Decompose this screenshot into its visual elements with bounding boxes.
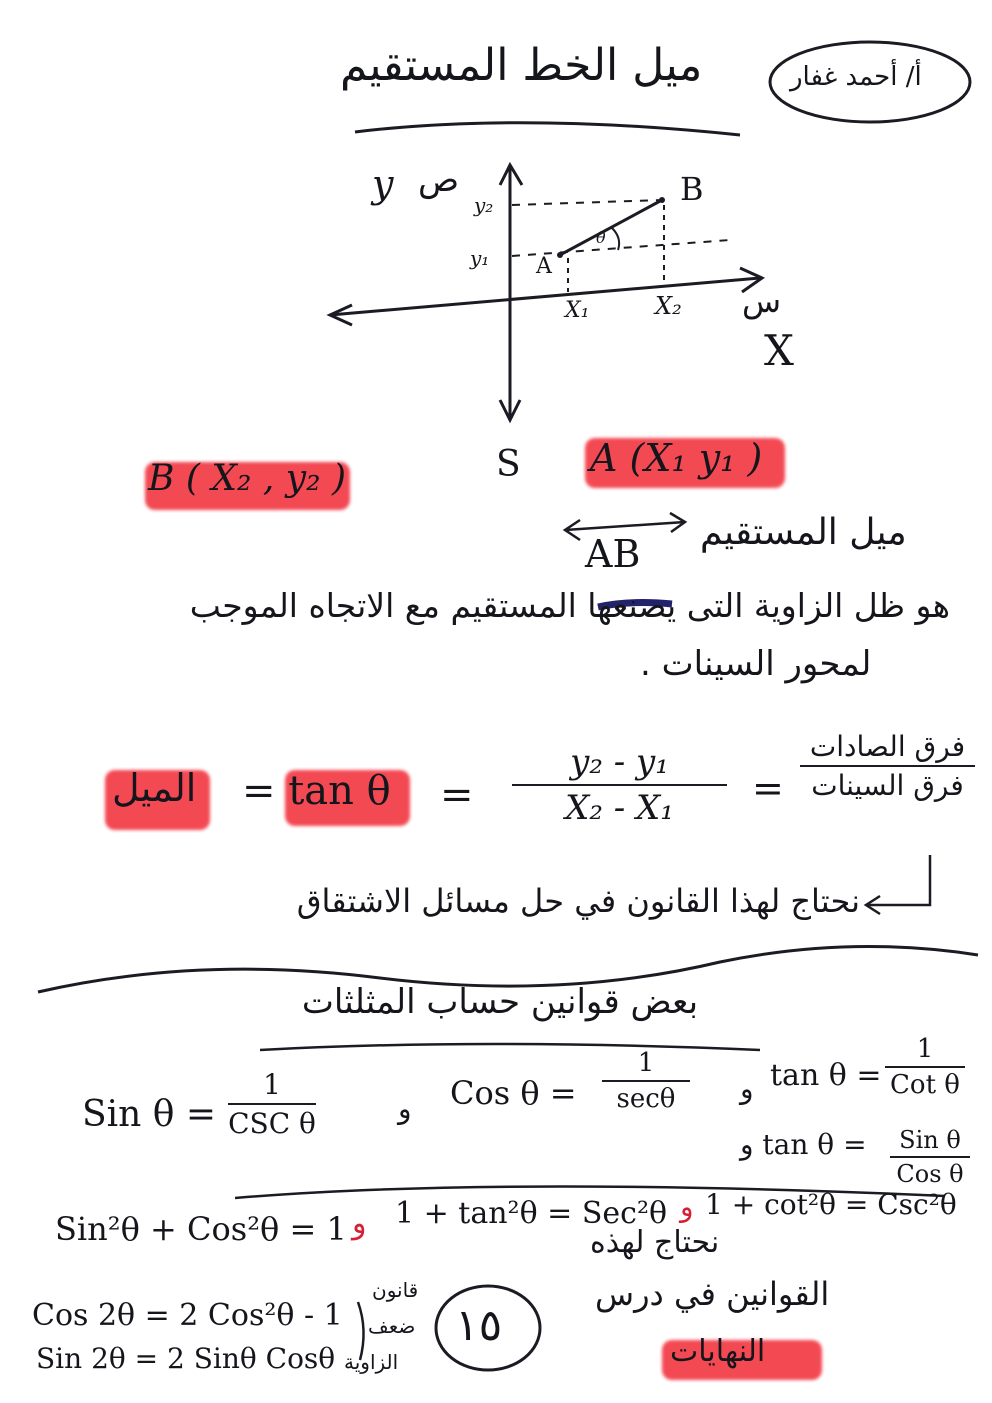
slope-label: الميل — [112, 766, 197, 810]
tan-quotient-num: Sin θ — [899, 1126, 961, 1154]
double-angle-label-1: قانون — [372, 1278, 419, 1302]
footer-line-3: النهايات — [670, 1334, 766, 1369]
x2-label: X₂ — [655, 292, 682, 320]
x-axis-label: X — [764, 326, 794, 375]
angle-arc — [612, 228, 619, 250]
y1-label: y₁ — [470, 246, 490, 270]
tan-identity-num: 1 — [916, 1034, 934, 1064]
y-axis-label: y — [372, 162, 394, 206]
ray-symbol-line — [565, 522, 685, 530]
neg-y-label: S — [496, 444, 521, 485]
sin-identity-bar — [228, 1103, 316, 1105]
sin-identity-num: 1 — [263, 1068, 281, 1101]
definition-line2: هو ظل الزاوية التى يصنعها المستقيم مع الاتجاه الموجب — [189, 586, 950, 625]
cos-double-angle: Cos 2θ = 2 Cos²θ - 1 — [32, 1298, 343, 1333]
slope-ar-bar — [800, 765, 975, 767]
y2-label: y₂ — [474, 193, 494, 217]
slope-ar-numerator: فرق الصادات — [809, 730, 966, 763]
x-axis-label-ar: س — [742, 282, 782, 320]
slope-equals: = — [440, 772, 474, 818]
page-number: ١٥ — [455, 1300, 503, 1351]
comma-1: و — [398, 1092, 412, 1125]
comma-2: و — [740, 1072, 754, 1105]
section-heading: بعض قوانين حساب المثلثات — [301, 982, 699, 1022]
tan-quotient-bar — [890, 1156, 970, 1158]
cos-identity-bar — [602, 1080, 690, 1082]
point-b-coord: B ( X₂ , y₂ ) — [148, 458, 347, 499]
separator-1: و — [352, 1206, 367, 1241]
sin-identity-lhs: Sin θ = — [82, 1094, 217, 1135]
pythagorean-identity-1: Sin²θ + Cos²θ = 1 — [55, 1210, 347, 1248]
definition-line3: لمحور السينات . — [640, 644, 872, 684]
tan-quotient-fraction — [890, 1126, 970, 1188]
page-title: ميل الخط المستقيم — [340, 40, 703, 91]
cos-identity-fraction — [602, 1048, 690, 1114]
slope-fraction-bar — [512, 784, 727, 786]
note-text: نحتاج لهذا القانون في حل مسائل الاشتقاق — [296, 882, 860, 920]
cos-identity-lhs: Cos θ = — [450, 1074, 577, 1112]
separator-2: و — [680, 1190, 694, 1223]
slope-denominator: X₂ - X₁ — [565, 788, 674, 828]
y-axis-label-ar: ص — [418, 160, 460, 200]
footer-line-2: القوانين في درس — [595, 1275, 830, 1313]
pythagorean-identity-3: 1 + cot²θ = Csc²θ — [705, 1188, 957, 1221]
y2-guide — [512, 200, 662, 205]
tan-identity-fraction — [885, 1034, 965, 1100]
point-b-label: B — [680, 170, 704, 208]
slope-numerator: y₂ - y₁ — [570, 742, 669, 782]
sin-identity-fraction — [228, 1068, 316, 1140]
sin-double-angle: Sin 2θ = 2 Sinθ Cosθ — [36, 1342, 336, 1375]
slope-tan: = tan θ — [242, 768, 391, 814]
footer-line-1: نحتاج لهذه — [590, 1225, 720, 1260]
slope-fraction — [512, 742, 727, 828]
sin-identity-den: CSC θ — [228, 1107, 316, 1140]
definition-ab-symbol: AB — [585, 532, 641, 576]
tan-quotient-lhs: و tan θ = — [740, 1128, 867, 1161]
x1-label: X₁ — [565, 298, 590, 323]
tan-identity-bar — [885, 1066, 965, 1068]
cos-identity-den: secθ — [616, 1084, 676, 1114]
author-badge: أ/ أحمد غفار — [790, 62, 922, 92]
tan-identity-den: Cot θ — [890, 1070, 960, 1100]
slope-ar-denominator: فرق السينات — [811, 769, 964, 802]
slope-equals-2: = — [752, 766, 784, 810]
point-a-coord: A (X₁ y₁ ) — [590, 436, 763, 480]
double-angle-label-2: ضعف — [368, 1314, 416, 1338]
point-a-label: A — [536, 254, 552, 279]
slope-fraction-ar — [800, 730, 975, 802]
title-underline — [355, 123, 740, 135]
tan-quotient-den: Cos θ — [896, 1160, 964, 1188]
definition-line1-text: ميل المستقيم — [700, 512, 907, 553]
x-axis — [330, 278, 760, 315]
double-angle-label-3: الزاوية — [344, 1350, 399, 1374]
pythagorean-identity-2: 1 + tan²θ = Sec²θ — [395, 1196, 668, 1231]
tan-identity-lhs: tan θ = — [770, 1058, 882, 1093]
angle-theta-label: θ — [596, 228, 606, 247]
cos-identity-num: 1 — [637, 1048, 655, 1078]
